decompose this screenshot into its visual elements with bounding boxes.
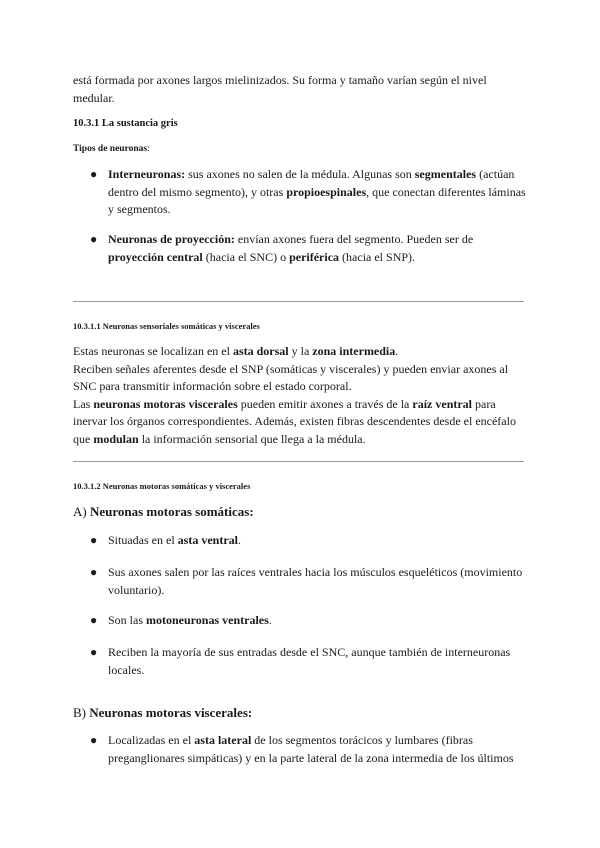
para-text: la información sensorial que llega a la médula. <box>138 431 366 446</box>
subheading-viscerales <box>73 704 528 721</box>
term-proyeccion-central: proyección central <box>108 249 203 264</box>
intro-paragraph <box>73 72 528 107</box>
item-text: , que conectan diferentes láminas y segmentos. <box>108 184 526 216</box>
section-heading-text: 10.3.1.2 Neuronas motoras somáticas y viscerales <box>73 481 251 491</box>
item-text: . <box>268 613 272 627</box>
subheading-prefix: A) <box>73 504 90 519</box>
bullet-icon: ● <box>90 645 98 659</box>
item-text: envían axones fuera del segmento. Pueden ser de <box>234 232 474 246</box>
list-item <box>73 612 528 630</box>
term-periferica: periférica <box>289 249 340 264</box>
item-text: (actúan dentro del mismo segmento), y otras <box>108 167 515 199</box>
para-text: Estas neuronas se localizan en el <box>73 344 233 358</box>
viscerales-list-1 <box>73 732 528 767</box>
tipos-neuronas-label <box>73 143 528 156</box>
item-text: . <box>237 533 241 547</box>
sensoriales-paragraph <box>73 343 528 448</box>
item-text: sus axones no salen de la médula. Algunas son <box>185 167 415 181</box>
section-heading-text: 10.3.1.1 Neuronas sensoriales somáticas y viscerales <box>73 321 260 331</box>
list-item <box>73 644 528 679</box>
list-item <box>73 532 528 550</box>
term-modulan: modulan <box>93 431 139 446</box>
somaticas-list-3 <box>73 612 528 630</box>
section-heading-sustancia-gris: 10.3.1 La sustancia gris <box>73 118 178 129</box>
para-text: . <box>395 344 399 358</box>
bullet-icon: ● <box>90 565 98 579</box>
item-text: Sus axones salen por las raíces ventrales hacia los músculos esqueléticos (movimiento voluntario). <box>108 565 523 597</box>
list-item-interneuronas <box>73 166 528 219</box>
somaticas-list-2 <box>73 564 528 599</box>
tipos-neuronas-text: Tipos de neuronas <box>73 144 148 154</box>
para-text: y la <box>288 344 313 358</box>
term-motoneuronas-ventrales: motoneuronas ventrales <box>146 613 269 627</box>
neuron-types-list-2 <box>73 231 528 266</box>
bullet-icon: ● <box>90 733 98 747</box>
bullet-icon: ● <box>90 613 98 627</box>
item-text: Localizadas en el <box>108 733 195 747</box>
item-text: (hacia el SNC) o <box>202 249 290 264</box>
term-neuronas-proyeccion: Neuronas de proyección: <box>108 232 235 246</box>
subheading-text: Neuronas motoras somáticas: <box>89 504 254 519</box>
para-text: Reciben señales aferentes desde el SNP (somáticas y viscerales) y pueden enviar axones al SNC para transmitir información sobre el estado corporal. <box>73 361 509 393</box>
term-neuronas-motoras-viscerales: neuronas motoras viscerales <box>93 396 238 411</box>
list-item-proyeccion <box>73 231 528 266</box>
bullet-icon: ● <box>90 167 98 181</box>
section-heading-motoras <box>73 480 528 492</box>
item-text: Situadas en el <box>108 533 178 547</box>
tipos-neuronas-colon: : <box>147 144 150 154</box>
horizontal-rule <box>73 301 524 302</box>
term-asta-ventral: asta ventral <box>177 533 238 547</box>
list-item <box>73 732 528 767</box>
subheading-prefix: B) <box>73 705 90 720</box>
para-text: Las <box>73 396 94 411</box>
term-segmentales: segmentales <box>414 167 477 181</box>
somaticas-list-4 <box>73 644 528 679</box>
subheading-text: Neuronas motoras viscerales: <box>89 705 253 720</box>
term-interneuronas: Interneuronas: <box>108 167 186 181</box>
item-text: Son las <box>108 613 147 627</box>
term-propioespinales: propioespinales <box>286 184 367 199</box>
bullet-icon: ● <box>90 533 98 547</box>
term-raiz-ventral: raíz ventral <box>412 396 473 411</box>
term-zona-intermedia: zona intermedia <box>312 344 396 358</box>
item-text: de los segmentos torácicos y lumbares (fibras preganglionares simpáticas) y en la parte lateral de la zona intermedia de los últimos <box>108 733 514 765</box>
intro-line-2: medular. <box>73 90 115 105</box>
para-text: para inervar los órganos correspondientes. Además, existen fibras descendentes desde el encéfalo que <box>73 396 516 446</box>
somaticas-list-1 <box>73 532 528 550</box>
neuron-types-list <box>73 166 528 219</box>
intro-line-1: está formada por axones largos mielinizados. Su forma y tamaño varían según el nivel <box>73 73 487 87</box>
item-text: Reciben la mayoría de sus entradas desde el SNC, aunque también de interneuronas locales. <box>108 645 511 677</box>
bullet-icon: ● <box>90 232 98 246</box>
para-text: pueden emitir axones a través de la <box>237 396 413 411</box>
list-item <box>73 564 528 599</box>
term-asta-dorsal: asta dorsal <box>232 344 289 358</box>
horizontal-rule <box>73 461 524 462</box>
item-text: (hacia el SNP). <box>339 249 416 264</box>
term-asta-lateral: asta lateral <box>194 733 252 747</box>
section-heading-sensoriales <box>73 320 528 332</box>
subheading-somaticas <box>73 503 528 520</box>
